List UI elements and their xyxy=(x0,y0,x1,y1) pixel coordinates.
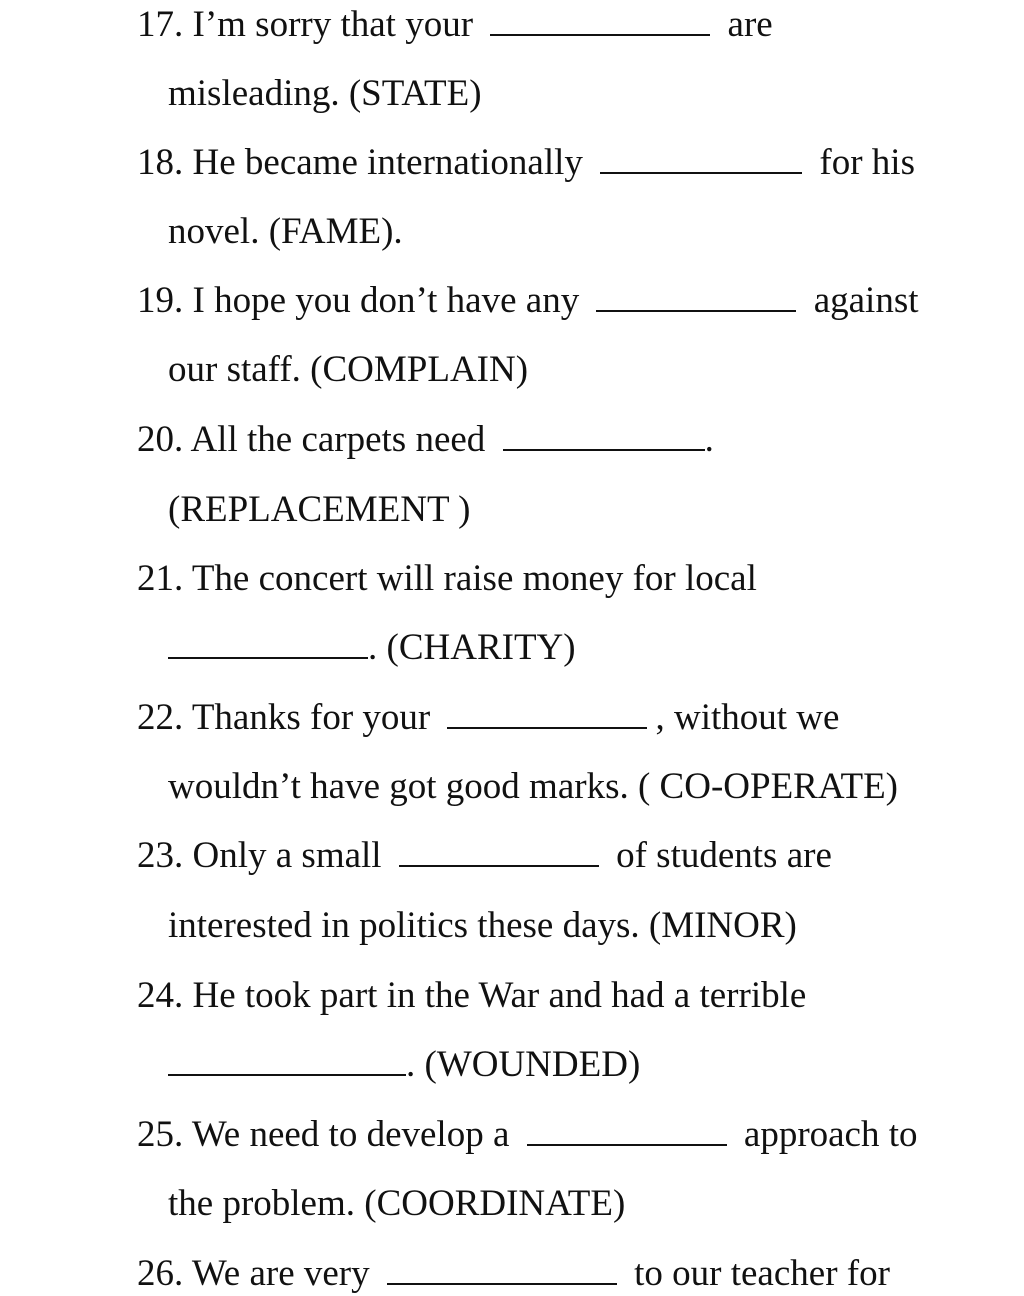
exercise-18-line-1 xyxy=(137,141,915,185)
exercise-18-text-a: 18. He became internationally xyxy=(137,142,583,183)
exercise-21-line-2 xyxy=(168,626,576,670)
exercise-17-line-2 xyxy=(168,72,482,116)
exercise-20-line-1 xyxy=(137,418,714,462)
exercise-23-text-a: 23. Only a small xyxy=(137,835,382,876)
exercise-17-line-1 xyxy=(137,3,773,47)
exercise-19-text-a: 19. I hope you don’t have any xyxy=(137,280,580,321)
answer-blank-26[interactable] xyxy=(387,1253,617,1285)
exercise-25-line-1 xyxy=(137,1113,918,1157)
answer-blank-21[interactable] xyxy=(168,627,368,659)
answer-blank-19[interactable] xyxy=(596,280,796,312)
answer-blank-18[interactable] xyxy=(600,142,802,174)
exercise-19-line-1 xyxy=(137,279,919,323)
exercise-22-text-c: wouldn’t have got good marks. ( CO-OPERATE) xyxy=(168,766,898,807)
exercise-26-line-1 xyxy=(137,1252,890,1296)
answer-blank-20[interactable] xyxy=(503,419,705,451)
answer-blank-24[interactable] xyxy=(168,1044,406,1076)
exercise-17-text-b: are xyxy=(727,4,773,45)
exercise-23-text-b: of students are xyxy=(616,835,832,876)
exercise-25-text-b: approach to xyxy=(743,1114,918,1155)
exercise-23-line-1 xyxy=(137,834,832,878)
exercise-21-text-a: 21. The concert will raise money for local xyxy=(137,558,757,599)
exercise-20-line-2 xyxy=(168,488,471,532)
answer-blank-23[interactable] xyxy=(399,835,599,867)
exercise-20-text-a: 20. All the carpets need xyxy=(137,419,486,460)
exercise-25-text-a: 25. We need to develop a xyxy=(137,1114,510,1155)
exercise-25-line-2 xyxy=(168,1182,625,1226)
exercise-19-text-c: our staff. (COMPLAIN) xyxy=(168,349,529,390)
exercise-24-line-2 xyxy=(168,1043,640,1087)
exercise-22-text-b: , without we xyxy=(655,697,840,738)
exercise-25-text-c: the problem. (COORDINATE) xyxy=(168,1183,626,1224)
exercise-19-line-2 xyxy=(168,348,528,392)
exercise-19-text-b: against xyxy=(813,280,919,321)
exercise-20-text-c: (REPLACEMENT ) xyxy=(168,489,471,530)
exercise-22-text-a: 22. Thanks for your xyxy=(137,697,431,738)
exercise-21-line-1 xyxy=(137,557,757,601)
exercise-26-text-b: to our teacher for xyxy=(634,1253,890,1294)
answer-blank-17[interactable] xyxy=(490,4,710,36)
answer-blank-22[interactable] xyxy=(447,697,647,729)
exercise-22-line-2 xyxy=(168,765,898,809)
exercise-26-text-a: 26. We are very xyxy=(137,1253,370,1294)
exercise-21-text-b: . (CHARITY) xyxy=(368,627,576,668)
exercise-18-text-b: for his xyxy=(819,142,915,183)
exercise-20-text-b: . xyxy=(704,419,714,460)
exercise-17-text-c: misleading. (STATE) xyxy=(168,73,482,114)
exercise-22-line-1 xyxy=(137,696,839,740)
exercise-18-text-c: novel. (FAME). xyxy=(168,211,403,252)
exercise-23-line-2 xyxy=(168,904,797,948)
exercise-24-text-b: . (WOUNDED) xyxy=(406,1044,641,1085)
exercise-24-text-a: 24. He took part in the War and had a terrible xyxy=(137,975,807,1016)
exercise-18-line-2 xyxy=(168,210,403,254)
exercise-23-text-c: interested in politics these days. (MINOR) xyxy=(168,905,797,946)
exercise-17-text-a: 17. I’m sorry that your xyxy=(137,4,474,45)
exercise-24-line-1 xyxy=(137,974,806,1018)
answer-blank-25[interactable] xyxy=(527,1114,727,1146)
